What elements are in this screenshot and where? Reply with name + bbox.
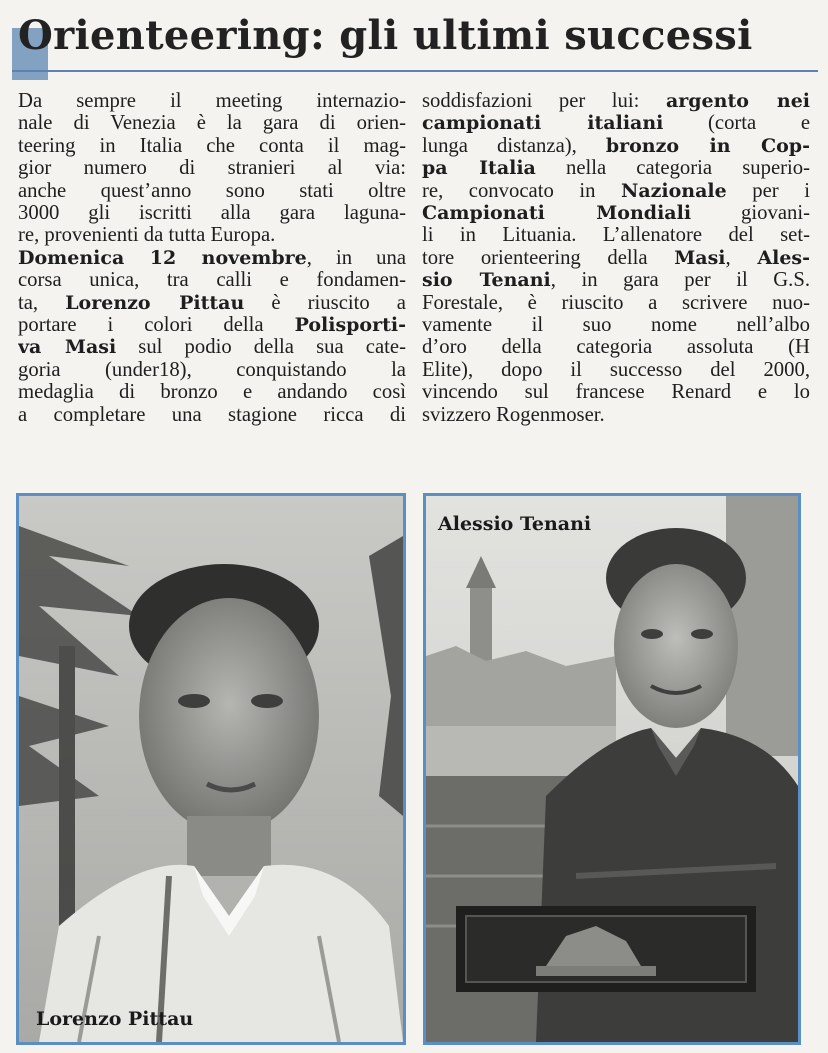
text-line (422, 112, 810, 134)
text-line (422, 359, 810, 381)
text-run: per i (726, 179, 810, 202)
text-line (18, 336, 406, 358)
bold-text-run: Domenica 12 novembre (18, 246, 307, 269)
text-line (18, 180, 406, 202)
text-run: portare i colori della (18, 314, 295, 337)
text-run: soddisfazioni per lui: (422, 90, 666, 112)
bold-text-run: campionati italiani (422, 112, 664, 135)
text-line (18, 90, 406, 112)
text-line (422, 180, 810, 202)
article-column-left (18, 90, 406, 426)
text-run: ta, (18, 291, 66, 314)
photo-lorenzo-pittau (16, 493, 406, 1045)
text-run: giovani- (691, 202, 810, 225)
text-run: vamente il suo nome nell’albo (422, 314, 810, 337)
bold-text-run: Ales- (757, 246, 810, 269)
text-run: a completare una stagione ricca di (18, 403, 406, 426)
text-line (422, 314, 810, 336)
text-line (422, 404, 810, 426)
headline-rule (12, 70, 818, 72)
photo-alessio-tenani (423, 493, 801, 1045)
text-line (18, 269, 406, 291)
headline-block (12, 10, 820, 74)
bold-text-run: Polisporti- (294, 314, 406, 337)
bold-text-run: Lorenzo Pittau (65, 291, 245, 314)
text-run: re, convocato in (422, 179, 621, 202)
text-run: nale di Venezia è la gara di orien- (18, 112, 406, 135)
bold-text-run: pa Italia (422, 157, 536, 180)
bold-text-run: sio Tenani (422, 269, 551, 292)
bold-text-run: argento nei (665, 90, 810, 112)
photo-caption-left: Lorenzo Pittau (36, 1008, 194, 1030)
text-run: corsa unica, tra calli e fondamen- (18, 269, 406, 292)
photo-caption-right: Alessio Tenani (438, 513, 592, 535)
text-line (18, 381, 406, 403)
text-line (18, 247, 406, 269)
text-line (422, 135, 810, 157)
text-line (18, 359, 406, 381)
article-headline: Orienteering: gli ultimi successi (18, 12, 753, 59)
text-run: svizzero Rogenmoser. (422, 403, 605, 426)
text-run: Da sempre il meeting internazio- (18, 90, 406, 112)
text-run: , in gara per il G.S. (550, 269, 810, 292)
text-run: medaglia di bronzo e andando così (18, 381, 406, 404)
text-run: sul podio della sua cate- (116, 336, 406, 359)
text-line (18, 224, 406, 246)
text-line (18, 292, 406, 314)
text-line (18, 157, 406, 179)
text-run: tore orienteering della (422, 246, 675, 269)
bold-text-run: bronzo in Cop- (605, 134, 810, 157)
text-line (422, 247, 810, 269)
text-run: nella categoria superio- (535, 157, 810, 180)
text-line (422, 90, 810, 112)
text-line (18, 404, 406, 426)
text-line (422, 202, 810, 224)
bold-text-run: Campionati Mondiali (422, 202, 692, 225)
text-line (422, 269, 810, 291)
text-run: Forestale, è riuscito a scrivere nuo- (422, 291, 810, 314)
text-run: goria (under18), conquistando la (18, 358, 406, 381)
text-run: teering in Italia che conta il mag- (18, 134, 406, 157)
portrait-right-image (426, 496, 798, 1042)
bold-text-run: va Masi (18, 336, 117, 359)
text-run: (corta e (663, 112, 810, 135)
text-run: , in una (306, 246, 406, 269)
text-line (18, 202, 406, 224)
text-run: 3000 gli iscritti alla gara laguna- (18, 202, 406, 225)
text-line (18, 135, 406, 157)
text-run: d’oro della categoria assoluta (H (422, 336, 810, 359)
text-line (422, 292, 810, 314)
portrait-left-image (19, 496, 403, 1042)
text-line (422, 157, 810, 179)
text-run: vincendo sul francese Renard e lo (422, 381, 810, 404)
text-run: è riuscito a (244, 291, 406, 314)
text-line (18, 112, 406, 134)
text-run: Elite), dopo il successo del 2000, (422, 358, 810, 381)
text-run: , (725, 246, 758, 269)
text-run: lunga distanza), (422, 134, 606, 157)
article-column-right (422, 90, 810, 426)
text-run: li in Lituania. L’allenatore del set- (422, 224, 810, 247)
bold-text-run: Masi (674, 246, 726, 269)
text-line (18, 314, 406, 336)
text-run: re, provenienti da tutta Europa. (18, 224, 276, 247)
text-run: anche quest’anno sono stati oltre (18, 179, 406, 202)
text-line (422, 336, 810, 358)
text-line (422, 224, 810, 246)
text-run: gior numero di stranieri al via: (18, 157, 406, 180)
text-line (422, 381, 810, 403)
bold-text-run: Nazionale (620, 179, 727, 202)
